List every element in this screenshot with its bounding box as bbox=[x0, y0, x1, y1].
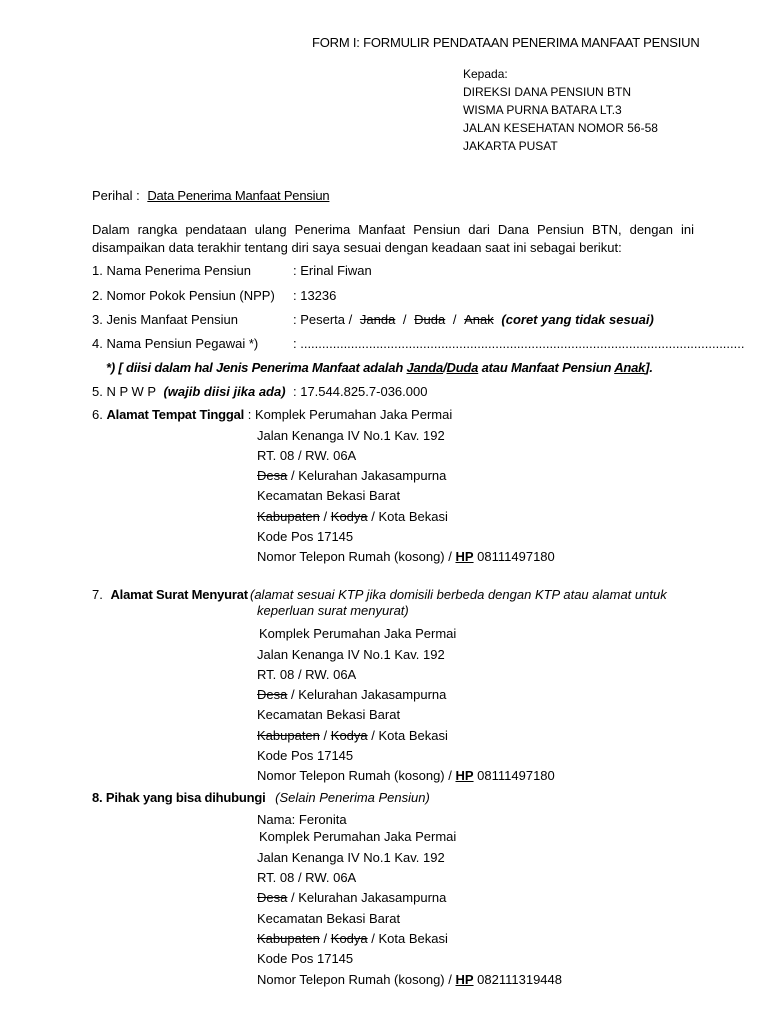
footnote-duda: Duda bbox=[446, 360, 479, 375]
kelurahan: / Kelurahan Jakasampurna bbox=[290, 687, 447, 702]
item-2-value: : 13236 bbox=[293, 288, 337, 303]
hp-label: HP bbox=[455, 549, 474, 564]
contact-8-line-2: Jalan Kenanga IV No.1 Kav. 192 bbox=[257, 850, 445, 865]
option-janda: Janda bbox=[359, 312, 396, 327]
item-4-label: 4. Nama Pensiun Pegawai *) bbox=[92, 336, 259, 351]
address-6-line-3: RT. 08 / RW. 06A bbox=[257, 448, 357, 463]
kota: / Kota Bekasi bbox=[371, 509, 448, 524]
contact-8-note: (Selain Penerima Pensiun) bbox=[275, 790, 430, 805]
separator: / bbox=[402, 312, 407, 327]
kelurahan: / Kelurahan Jakasampurna bbox=[290, 468, 447, 483]
desa-strike: Desa bbox=[257, 890, 288, 905]
item-1-label: 1. Nama Penerima Pensiun bbox=[92, 263, 251, 278]
address-7-kab-row bbox=[257, 728, 448, 744]
address-6-num: 6. bbox=[92, 407, 103, 422]
address-7-kode-pos: Kode Pos 17145 bbox=[257, 748, 354, 763]
hp-number: 082111319448 bbox=[477, 972, 563, 987]
item-3-label: 3. Jenis Manfaat Pensiun bbox=[92, 312, 238, 327]
recipient-line-2: WISMA PURNA BATARA LT.3 bbox=[463, 103, 622, 117]
address-7-note-1: (alamat sesuai KTP jika domisili berbeda dengan KTP atau alamat untuk bbox=[250, 587, 667, 602]
kota: / Kota Bekasi bbox=[371, 728, 448, 743]
address-6-label: Alamat Tempat Tinggal bbox=[106, 407, 245, 422]
address-7-header bbox=[92, 587, 248, 603]
contact-8-desa-row bbox=[257, 890, 446, 906]
address-6-colon: : bbox=[247, 407, 252, 422]
desa-strike: Desa bbox=[257, 468, 288, 483]
footnote-star: *) bbox=[106, 360, 115, 375]
kodya-strike: Kodya bbox=[330, 509, 368, 524]
contact-8-line-1: Komplek Perumahan Jaka Permai bbox=[259, 829, 457, 844]
phone-label: Nomor Telepon Rumah (kosong) / bbox=[257, 972, 452, 987]
footnote-text: [ diisi dalam hal Jenis Penerima Manfaat adalah bbox=[118, 360, 404, 375]
perihal-label: Perihal : bbox=[92, 188, 140, 203]
address-6-desa-row bbox=[257, 468, 446, 484]
address-6-line-2: Jalan Kenanga IV No.1 Kav. 192 bbox=[257, 428, 445, 443]
item-5-note: (wajib diisi jika ada) bbox=[163, 384, 286, 399]
hp-number: 08111497180 bbox=[477, 549, 555, 564]
phone-label: Nomor Telepon Rumah (kosong) / bbox=[257, 768, 452, 783]
kodya-strike: Kodya bbox=[330, 728, 368, 743]
kabupaten-strike: Kabupaten bbox=[257, 931, 320, 946]
option-duda: Duda bbox=[414, 312, 446, 327]
item-3-prefix: : Peserta / bbox=[293, 312, 353, 327]
address-7-desa-row bbox=[257, 687, 446, 703]
hp-label: HP bbox=[455, 972, 474, 987]
contact-8-phone-row bbox=[257, 972, 562, 988]
footnote bbox=[106, 360, 653, 376]
contact-8-kecamatan: Kecamatan Bekasi Barat bbox=[257, 911, 401, 926]
address-7-kecamatan: Kecamatan Bekasi Barat bbox=[257, 707, 401, 722]
intro-paragraph: Dalam rangka pendataan ulang Penerima Manfaat Pensiun dari Dana Pensiun BTN, dengan ini disampaikan data terakhir tentang diri saya sesuai dengan keadaan saat ini sebagai berikut: bbox=[92, 222, 694, 255]
address-7-phone-row bbox=[257, 768, 555, 784]
recipient-kepada: Kepada: bbox=[463, 67, 508, 81]
separator: / bbox=[323, 728, 328, 743]
item-5-label: 5. N P W P bbox=[92, 384, 156, 399]
address-6-kecamatan: Kecamatan Bekasi Barat bbox=[257, 488, 401, 503]
recipient-line-1: DIREKSI DANA PENSIUN BTN bbox=[463, 85, 632, 99]
address-6-kode-pos: Kode Pos 17145 bbox=[257, 529, 354, 544]
address-7-num: 7. bbox=[92, 587, 103, 602]
footnote-anak: Anak bbox=[614, 360, 646, 375]
item-3-note: (coret yang tidak sesuai) bbox=[501, 312, 654, 327]
perihal-value: Data Penerima Manfaat Pensiun bbox=[147, 188, 330, 203]
contact-8-label: 8. Pihak yang bisa dihubungi bbox=[92, 790, 266, 805]
address-7-line-2: Jalan Kenanga IV No.1 Kav. 192 bbox=[257, 647, 445, 662]
perihal-row bbox=[92, 188, 329, 204]
item-1-value: : Erinal Fiwan bbox=[293, 263, 372, 278]
item-2-label: 2. Nomor Pokok Pensiun (NPP) bbox=[92, 288, 275, 303]
footnote-text-2: atau Manfaat Pensiun bbox=[481, 360, 612, 375]
contact-8-header bbox=[92, 790, 430, 806]
address-6-header bbox=[92, 407, 452, 423]
kabupaten-strike: Kabupaten bbox=[257, 509, 320, 524]
separator: / bbox=[452, 312, 457, 327]
desa-strike: Desa bbox=[257, 687, 288, 702]
recipient-line-3: JALAN KESEHATAN NOMOR 56-58 bbox=[463, 121, 658, 135]
phone-label: Nomor Telepon Rumah (kosong) / bbox=[257, 549, 452, 564]
hp-label: HP bbox=[455, 768, 474, 783]
footnote-janda: Janda bbox=[406, 360, 444, 375]
kelurahan: / Kelurahan Jakasampurna bbox=[290, 890, 447, 905]
item-5-label-row bbox=[92, 384, 286, 400]
address-6-phone-row bbox=[257, 549, 555, 565]
kabupaten-strike: Kabupaten bbox=[257, 728, 320, 743]
footnote-end: ]. bbox=[645, 360, 653, 375]
item-5-value: : 17.544.825.7-036.000 bbox=[293, 384, 428, 399]
address-7-line-3: RT. 08 / RW. 06A bbox=[257, 667, 357, 682]
kota: / Kota Bekasi bbox=[371, 931, 448, 946]
contact-8-kab-row bbox=[257, 931, 448, 947]
contact-8-kode-pos: Kode Pos 17145 bbox=[257, 951, 354, 966]
form-title: FORM I: FORMULIR PENDATAAN PENERIMA MANFAAT PENSIUN bbox=[312, 35, 700, 50]
contact-8-name: Nama: Feronita bbox=[257, 812, 347, 827]
separator: / bbox=[323, 931, 328, 946]
footnote-slash: / bbox=[443, 360, 447, 375]
address-7-label: Alamat Surat Menyurat bbox=[110, 587, 248, 602]
hp-number: 08111497180 bbox=[477, 768, 555, 783]
address-6-kab-row bbox=[257, 509, 448, 525]
kodya-strike: Kodya bbox=[330, 931, 368, 946]
item-4-value: : ........................................................................................................................... bbox=[293, 336, 745, 351]
recipient-line-4: JAKARTA PUSAT bbox=[463, 139, 558, 153]
address-7-line-1: Komplek Perumahan Jaka Permai bbox=[259, 626, 457, 641]
separator: / bbox=[323, 509, 328, 524]
address-7-note-2: keperluan surat menyurat) bbox=[257, 603, 409, 618]
contact-8-line-3: RT. 08 / RW. 06A bbox=[257, 870, 357, 885]
item-3-value bbox=[293, 312, 654, 328]
option-anak: Anak bbox=[464, 312, 494, 327]
address-6-line-1: Komplek Perumahan Jaka Permai bbox=[254, 407, 453, 422]
